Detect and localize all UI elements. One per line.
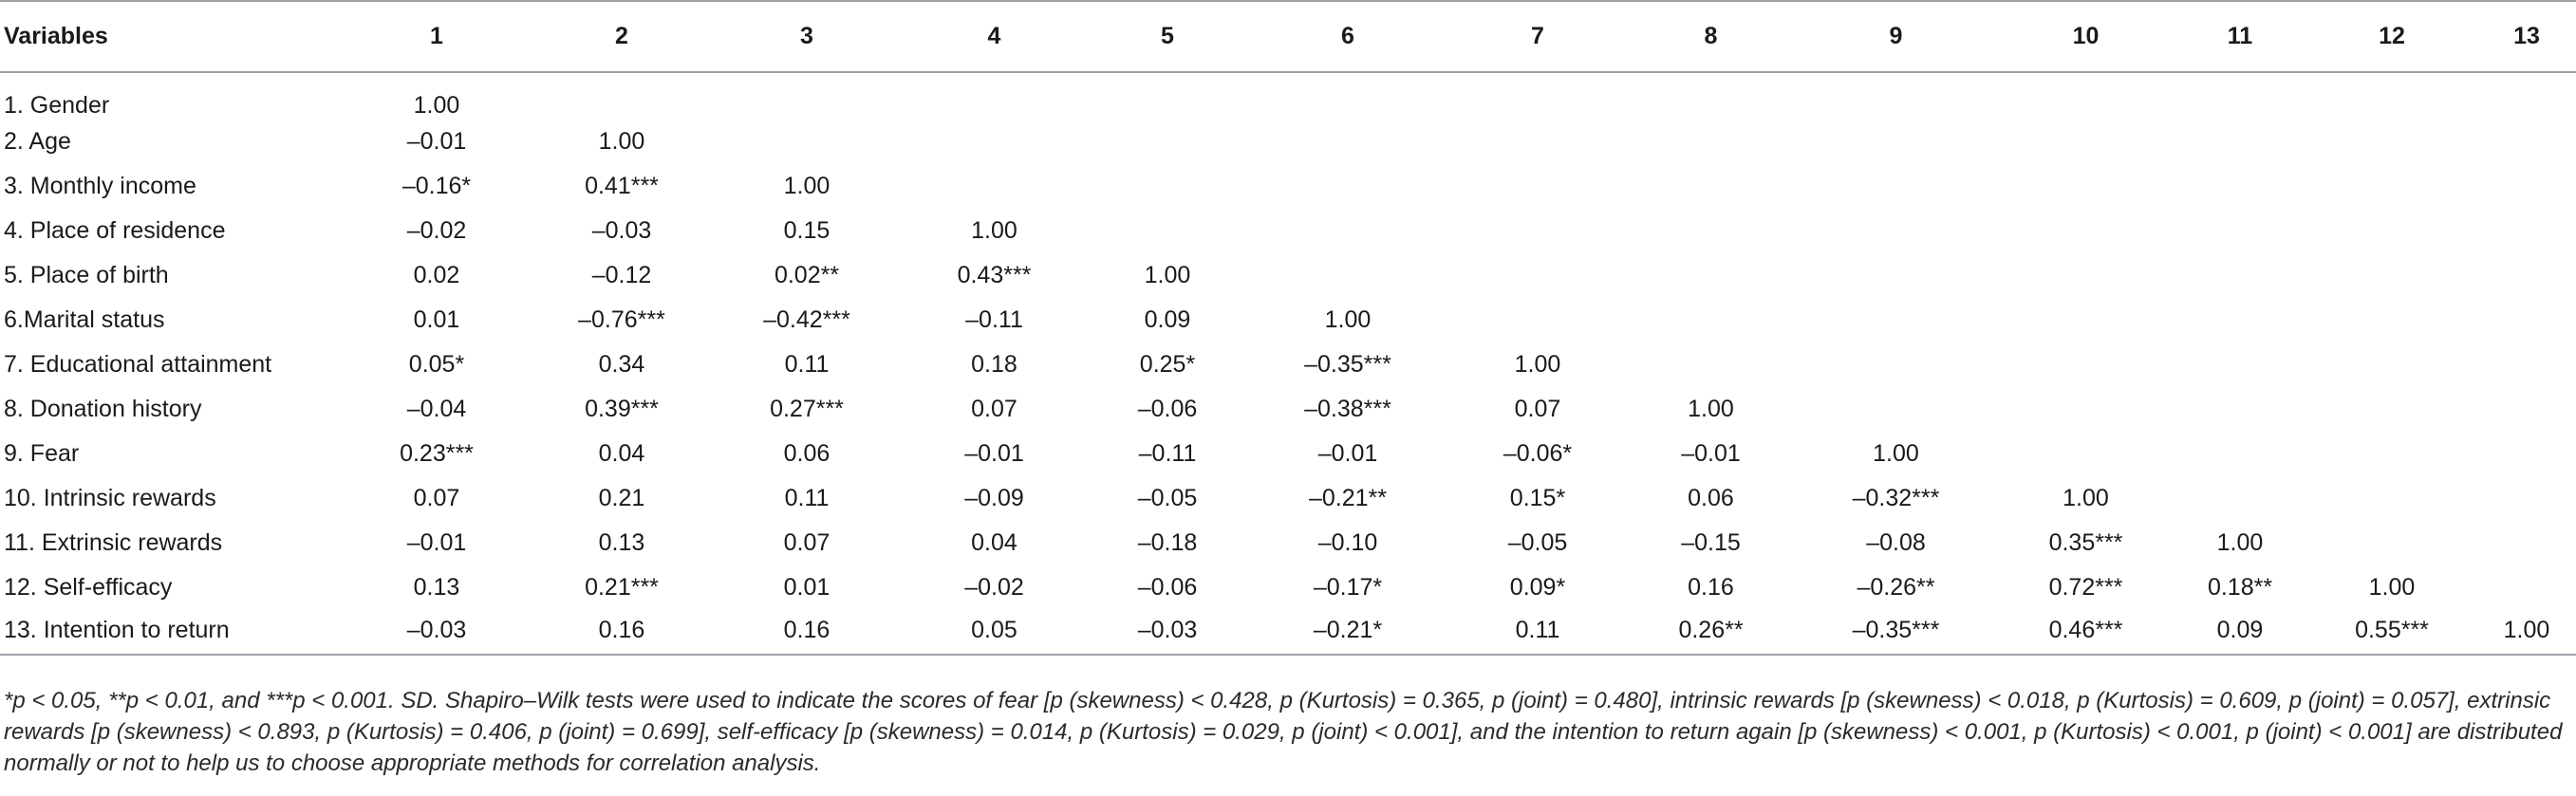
correlation-cell: –0.11 xyxy=(1138,440,1197,467)
correlation-cell: –0.17* xyxy=(1313,574,1383,601)
correlation-cell: 0.72*** xyxy=(2048,574,2123,601)
variable-label: 8. Donation history xyxy=(4,396,202,422)
correlation-cell: 0.13 xyxy=(413,574,460,601)
correlation-cell xyxy=(1248,72,1447,120)
variable-label: 12. Self-efficacy xyxy=(4,574,173,601)
correlation-cell: –0.09 xyxy=(964,485,1024,511)
correlation-cell: –0.04 xyxy=(406,396,467,422)
correlation-cell xyxy=(1794,253,1998,298)
correlation-cell xyxy=(2306,342,2477,387)
column-header: 11 xyxy=(2174,1,2306,72)
correlation-cell: 0.46*** xyxy=(1998,610,2174,655)
correlation-cell xyxy=(1248,120,1447,164)
correlation-cell xyxy=(2477,476,2576,521)
table-row xyxy=(0,164,2576,209)
correlation-cell xyxy=(1628,342,1794,387)
correlation-cell: 0.01 xyxy=(413,306,460,333)
table-row xyxy=(0,209,2576,253)
column-header: 4 xyxy=(902,1,1087,72)
table-row xyxy=(0,565,2576,610)
correlation-cell: 0.02** xyxy=(774,262,840,288)
correlation-cell: 0.18 xyxy=(971,351,1017,378)
correlation-cell xyxy=(1447,72,1628,120)
correlation-cell xyxy=(2174,120,2306,164)
header-row xyxy=(0,1,2576,72)
correlation-cell: 0.16 xyxy=(1688,574,1734,601)
variable-label: 1. Gender xyxy=(4,92,110,119)
variable-label: 10. Intrinsic rewards xyxy=(4,485,216,511)
correlation-cell: –0.18 xyxy=(1137,529,1198,556)
correlation-cell: –0.16* xyxy=(401,173,472,199)
correlation-cell xyxy=(2306,72,2477,120)
correlation-cell xyxy=(1628,164,1794,209)
table-row xyxy=(0,120,2576,164)
correlation-cell xyxy=(2174,72,2306,120)
correlation-cell: 0.06 xyxy=(1688,485,1734,511)
correlation-cell xyxy=(1087,209,1248,253)
correlation-cell xyxy=(1794,342,1998,387)
correlation-cell xyxy=(2477,72,2576,120)
correlation-cell: –0.42*** xyxy=(763,306,850,333)
correlation-cell: 1.00 xyxy=(2063,485,2109,511)
correlation-cell: –0.01 xyxy=(406,529,467,556)
correlation-cell: –0.06 xyxy=(1137,574,1198,601)
correlation-cell: 0.09* xyxy=(1509,574,1566,601)
correlation-cell: 0.01 xyxy=(783,574,831,601)
correlation-cell: 0.09 xyxy=(2174,610,2306,655)
correlation-cell: –0.76*** xyxy=(578,306,665,333)
correlation-cell: 0.15 xyxy=(783,217,831,244)
correlation-cell: 0.05 xyxy=(902,610,1087,655)
correlation-cell xyxy=(1998,209,2174,253)
correlation-cell xyxy=(2306,432,2477,476)
correlation-cell: 1.00 xyxy=(1324,306,1372,333)
column-header: 8 xyxy=(1628,1,1794,72)
column-header: 7 xyxy=(1447,1,1628,72)
table-row xyxy=(0,253,2576,298)
correlation-cell xyxy=(1447,120,1628,164)
correlation-cell: 1.00 xyxy=(783,173,831,199)
table-row xyxy=(0,432,2576,476)
correlation-cell: –0.01 xyxy=(964,440,1024,467)
correlation-cell: 0.07 xyxy=(1514,396,1561,422)
correlation-cell xyxy=(902,164,1087,209)
correlation-cell xyxy=(2306,164,2477,209)
correlation-cell xyxy=(1248,253,1447,298)
correlation-cell: –0.06* xyxy=(1503,440,1573,467)
correlation-cell: 0.04 xyxy=(598,440,645,467)
correlation-cell xyxy=(2477,253,2576,298)
correlation-cell: 0.34 xyxy=(598,351,645,378)
correlation-cell xyxy=(532,72,712,120)
column-header: 6 xyxy=(1248,1,1447,72)
table-row xyxy=(0,387,2576,432)
correlation-cell xyxy=(2174,164,2306,209)
correlation-cell: 0.05* xyxy=(408,351,465,378)
correlation-cell: 0.23*** xyxy=(400,440,474,467)
column-header: 5 xyxy=(1087,1,1248,72)
correlation-cell xyxy=(1628,72,1794,120)
correlation-cell: 0.04 xyxy=(971,529,1017,556)
correlation-cell xyxy=(2174,342,2306,387)
correlation-cell xyxy=(2306,253,2477,298)
correlation-cell: 0.15* xyxy=(1509,485,1566,511)
table-row xyxy=(0,476,2576,521)
correlation-cell xyxy=(2477,209,2576,253)
correlation-cell xyxy=(2306,120,2477,164)
correlation-cell xyxy=(1794,387,1998,432)
correlation-cell: 0.07 xyxy=(783,529,831,556)
correlation-cell xyxy=(1087,72,1248,120)
correlation-cell xyxy=(1998,387,2174,432)
correlation-cell xyxy=(1998,120,2174,164)
variable-label: 13. Intention to return xyxy=(0,610,342,655)
variable-label: 2. Age xyxy=(4,128,71,155)
correlation-cell xyxy=(1248,209,1447,253)
correlation-cell xyxy=(2477,342,2576,387)
correlation-cell: 1.00 xyxy=(2477,610,2576,655)
correlation-cell xyxy=(2306,387,2477,432)
correlation-cell xyxy=(1998,432,2174,476)
correlation-cell: –0.10 xyxy=(1317,529,1378,556)
column-header: 1 xyxy=(342,1,532,72)
correlation-cell xyxy=(2174,209,2306,253)
correlation-cell: 0.06 xyxy=(783,440,831,467)
correlation-cell: 1.00 xyxy=(1873,440,1919,467)
correlation-cell xyxy=(1447,253,1628,298)
correlation-cell xyxy=(1447,164,1628,209)
table-header xyxy=(0,1,2576,72)
variable-label: 6.Marital status xyxy=(4,306,165,333)
correlation-cell: –0.35*** xyxy=(1794,610,1998,655)
correlation-cell: –0.12 xyxy=(591,262,652,288)
correlation-cell: –0.21** xyxy=(1308,485,1388,511)
correlation-cell xyxy=(1794,298,1998,342)
correlation-cell xyxy=(1628,209,1794,253)
column-header: 10 xyxy=(1998,1,2174,72)
correlation-cell xyxy=(1087,164,1248,209)
correlation-cell xyxy=(2174,432,2306,476)
correlation-cell: –0.08 xyxy=(1866,529,1926,556)
correlation-cell: –0.03 xyxy=(1087,610,1248,655)
correlation-cell xyxy=(1248,164,1447,209)
correlation-cell xyxy=(1794,164,1998,209)
correlation-cell xyxy=(712,120,902,164)
correlation-cell xyxy=(2306,476,2477,521)
correlation-cell xyxy=(1794,209,1998,253)
correlation-cell xyxy=(1628,253,1794,298)
correlation-cell: 0.55*** xyxy=(2306,610,2477,655)
table-row xyxy=(0,610,2576,655)
correlation-cell xyxy=(1628,298,1794,342)
correlation-cell: 0.21 xyxy=(598,485,645,511)
correlation-cell xyxy=(1998,72,2174,120)
correlation-cell: 0.43*** xyxy=(957,262,1032,288)
correlation-cell: 0.11 xyxy=(784,351,830,378)
column-header: 9 xyxy=(1794,1,1998,72)
correlation-cell: 0.35*** xyxy=(2048,529,2123,556)
correlation-cell: –0.01 xyxy=(1317,440,1378,467)
column-header: 2 xyxy=(532,1,712,72)
correlation-cell: –0.11 xyxy=(965,306,1023,333)
correlation-cell: 0.07 xyxy=(413,485,460,511)
correlation-cell: 0.16 xyxy=(712,610,902,655)
correlation-cell: 0.02 xyxy=(413,262,460,288)
correlation-cell: 0.27*** xyxy=(770,396,844,422)
table-footnote: *p < 0.05, **p < 0.01, and ***p < 0.001. SD. Shapiro–Wilk tests were used to indicate the scores of fear [p (skewness) < 0.428, p (Kurtosis) = 0.365, p (joint) = 0.480], intrinsic rewards [p (skewness) < 0.018, p (Kurtosis) = 0.609, p (joint) = 0.057], extrinsic rewards [p (skewness) < 0.893, p (Kurtosis) = 0.406, p (joint) = 0.699], self-efficacy [p (skewness) = 0.014, p (Kurtosis) = 0.029, p (joint) < 0.001], and the intention to return again [p (skewness) < 0.001, p (Kurtosis) < 0.001, p (joint) < 0.001] are distributed normally or not to help us to choose appropriate methods for correlation analysis. xyxy=(4,688,2563,776)
correlation-cell xyxy=(1447,298,1628,342)
correlation-cell: 0.41*** xyxy=(585,173,659,199)
correlation-cell: –0.06 xyxy=(1137,396,1198,422)
correlation-cell: –0.32*** xyxy=(1852,485,1940,511)
correlation-cell: 1.00 xyxy=(1144,262,1191,288)
correlation-cell: –0.02 xyxy=(964,574,1024,601)
correlation-cell: –0.05 xyxy=(1137,485,1198,511)
correlation-cell: –0.03 xyxy=(591,217,652,244)
correlation-cell: –0.05 xyxy=(1507,529,1568,556)
variable-label: 3. Monthly income xyxy=(4,173,196,199)
correlation-cell xyxy=(1628,120,1794,164)
correlation-cell xyxy=(1447,209,1628,253)
correlation-cell xyxy=(1794,72,1998,120)
correlation-cell xyxy=(2477,521,2576,565)
correlation-cell: –0.21* xyxy=(1248,610,1447,655)
correlation-cell xyxy=(2306,298,2477,342)
correlation-cell: 0.07 xyxy=(971,396,1017,422)
correlation-cell xyxy=(902,120,1087,164)
correlation-cell: –0.15 xyxy=(1681,529,1741,556)
table-row xyxy=(0,342,2576,387)
correlation-cell: –0.01 xyxy=(1681,440,1741,467)
correlation-cell xyxy=(1998,253,2174,298)
correlation-cell xyxy=(2477,432,2576,476)
correlation-cell xyxy=(2174,476,2306,521)
correlation-cell: 0.11 xyxy=(1447,610,1628,655)
correlation-cell: 0.18** xyxy=(2207,574,2273,601)
correlation-cell xyxy=(1998,298,2174,342)
correlation-cell xyxy=(1794,120,1998,164)
correlation-cell xyxy=(1998,164,2174,209)
variable-label: 7. Educational attainment xyxy=(4,351,272,378)
correlation-cell: 1.00 xyxy=(971,217,1017,244)
correlation-cell: 1.00 xyxy=(598,128,645,155)
correlation-cell: –0.02 xyxy=(406,217,467,244)
correlation-cell xyxy=(2306,521,2477,565)
correlation-cell xyxy=(2174,298,2306,342)
correlation-cell xyxy=(2477,120,2576,164)
correlation-cell xyxy=(1998,342,2174,387)
correlation-cell xyxy=(2477,387,2576,432)
correlation-cell xyxy=(712,72,902,120)
correlation-cell: –0.26** xyxy=(1857,574,1935,601)
correlation-cell: 0.09 xyxy=(1144,306,1191,333)
correlation-cell: 1.00 xyxy=(413,92,460,119)
correlation-cell xyxy=(2477,298,2576,342)
variable-label: 5. Place of birth xyxy=(4,262,169,288)
variable-label: 4. Place of residence xyxy=(4,217,226,244)
correlation-cell: 1.00 xyxy=(2368,574,2416,601)
correlation-cell xyxy=(2477,164,2576,209)
variable-label: 11. Extrinsic rewards xyxy=(4,529,223,556)
correlation-cell: 1.00 xyxy=(1688,396,1734,422)
column-header: 13 xyxy=(2477,1,2576,72)
correlation-cell xyxy=(2174,253,2306,298)
variable-label: 9. Fear xyxy=(4,440,80,467)
column-header: 3 xyxy=(712,1,902,72)
correlation-cell: 1.00 xyxy=(1514,351,1561,378)
correlation-cell: 1.00 xyxy=(2216,529,2264,556)
correlation-cell: 0.39*** xyxy=(585,396,659,422)
correlation-cell xyxy=(2477,565,2576,610)
table-row xyxy=(0,521,2576,565)
correlation-cell: 0.16 xyxy=(532,610,712,655)
column-header: 12 xyxy=(2306,1,2477,72)
correlation-cell xyxy=(2174,387,2306,432)
table-row xyxy=(0,298,2576,342)
correlation-cell: –0.01 xyxy=(406,128,467,155)
correlation-cell: –0.35*** xyxy=(1304,351,1391,378)
correlation-cell: –0.38*** xyxy=(1304,396,1391,422)
correlation-cell: 0.13 xyxy=(598,529,645,556)
correlation-cell: –0.03 xyxy=(342,610,532,655)
correlation-cell: 0.21*** xyxy=(585,574,659,601)
correlation-cell xyxy=(2306,209,2477,253)
correlation-cell xyxy=(1087,120,1248,164)
correlation-cell xyxy=(902,72,1087,120)
table-row xyxy=(0,72,2576,120)
column-header-variables: Variables xyxy=(0,1,342,72)
correlation-cell: 0.11 xyxy=(784,485,830,511)
table-body xyxy=(0,72,2576,655)
correlation-cell: 0.26** xyxy=(1628,610,1794,655)
correlation-cell: 0.25* xyxy=(1139,351,1196,378)
